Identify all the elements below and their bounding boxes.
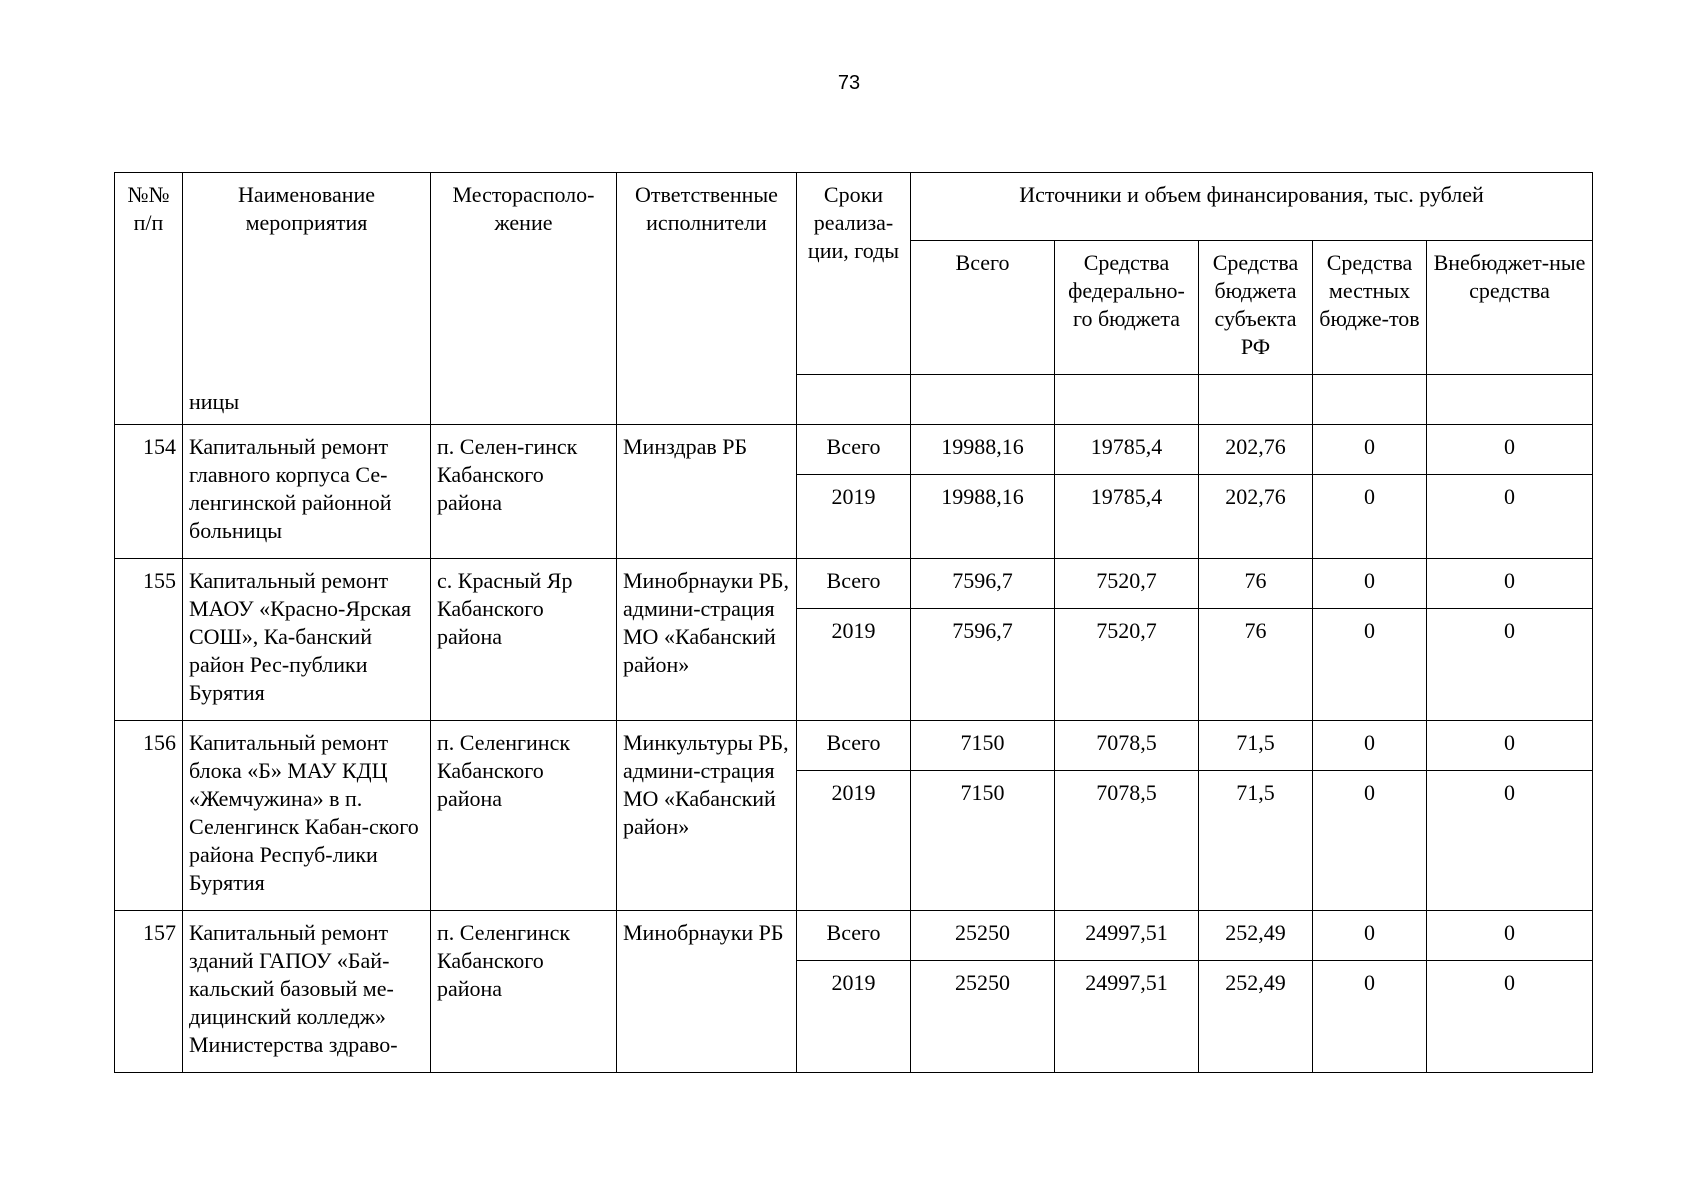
row-local: 0 [1313,911,1427,961]
row-location: с. Красный Яр Кабанского района [431,559,617,721]
row-responsible: Минздрав РБ [617,425,797,559]
row-term: Всего [797,911,911,961]
row-num: 157 [115,911,183,1073]
header-subject: Средства бюджета субъекта РФ [1199,241,1313,375]
row-offbudget: 0 [1427,911,1593,961]
row-num: 156 [115,721,183,911]
row-location: п. Селенгинск Кабанского района [431,721,617,911]
financing-table [114,172,1593,1073]
row-responsible: Минобрнауки РБ, админи-страция МО «Кабанский район» [617,559,797,721]
header-empty-cell [1055,375,1199,425]
row-term: 2019 [797,961,911,1073]
header-carryover-text: ницы [189,389,240,414]
row-term: 2019 [797,609,911,721]
row-federal: 24997,51 [1055,961,1199,1073]
row-subject: 71,5 [1199,771,1313,911]
row-offbudget: 0 [1427,961,1593,1073]
row-local: 0 [1313,721,1427,771]
row-name: Капитальный ремонт блока «Б» МАУ КДЦ «Жемчужина» в п. Селенгинск Кабан-ского района Респуб-лики Бурятия [183,721,431,911]
row-name: Капитальный ремонт зданий ГАПОУ «Бай-кальский базовый ме-дицинский колледж» Министерства здраво- [183,911,431,1073]
row-term: 2019 [797,771,911,911]
header-empty-cell [911,375,1055,425]
header-num: №№ п/п [115,173,183,425]
row-offbudget: 0 [1427,475,1593,559]
row-term: Всего [797,559,911,609]
row-local: 0 [1313,961,1427,1073]
table-row [115,911,1593,961]
page-number: 73 [837,72,861,94]
header-offbudget: Внебюджет-ные средства [1427,241,1593,375]
row-name: Капитальный ремонт главного корпуса Се-ленгинской районной больницы [183,425,431,559]
row-local: 0 [1313,559,1427,609]
row-offbudget: 0 [1427,609,1593,721]
row-total: 7596,7 [911,559,1055,609]
header-local: Средства местных бюдже-тов [1313,241,1427,375]
row-offbudget: 0 [1427,771,1593,911]
table-row [115,721,1593,771]
row-subject: 202,76 [1199,475,1313,559]
row-total: 7150 [911,721,1055,771]
row-subject: 71,5 [1199,721,1313,771]
row-num: 154 [115,425,183,559]
row-term: 2019 [797,475,911,559]
row-federal: 24997,51 [1055,911,1199,961]
row-total: 19988,16 [911,425,1055,475]
header-responsible: Ответственные исполнители [617,173,797,425]
table-body [115,425,1593,1073]
row-total: 19988,16 [911,475,1055,559]
row-offbudget: 0 [1427,559,1593,609]
header-federal: Средства федерально-го бюджета [1055,241,1199,375]
header-name-label: Наименование мероприятия [237,182,376,235]
header-name [183,173,431,425]
row-total: 7150 [911,771,1055,911]
header-sources: Источники и объем финансирования, тыс. рублей [911,173,1593,241]
row-term: Всего [797,721,911,771]
header-empty-cell [1313,375,1427,425]
row-subject: 76 [1199,609,1313,721]
row-location: п. Селенгинск Кабанского района [431,911,617,1073]
row-federal: 19785,4 [1055,425,1199,475]
header-location: Месторасполо-жение [431,173,617,425]
header-empty-cell [1199,375,1313,425]
row-local: 0 [1313,425,1427,475]
table-row [115,425,1593,475]
row-offbudget: 0 [1427,425,1593,475]
row-total: 25250 [911,911,1055,961]
row-local: 0 [1313,609,1427,721]
row-subject: 76 [1199,559,1313,609]
row-subject: 202,76 [1199,425,1313,475]
row-federal: 19785,4 [1055,475,1199,559]
row-location: п. Селен-гинск Кабанского района [431,425,617,559]
row-subject: 252,49 [1199,961,1313,1073]
header-empty-cell [1427,375,1593,425]
header-terms: Сроки реализа-ции, годы [797,173,911,375]
row-term: Всего [797,425,911,475]
row-responsible: Минобрнауки РБ [617,911,797,1073]
row-responsible: Минкультуры РБ, админи-страция МО «Кабанский район» [617,721,797,911]
table-header [115,173,1593,425]
table-row [115,559,1593,609]
row-offbudget: 0 [1427,721,1593,771]
row-federal: 7078,5 [1055,771,1199,911]
row-name: Капитальный ремонт МАОУ «Красно-Ярская СОШ», Ка-банский район Рес-публики Бурятия [183,559,431,721]
row-num: 155 [115,559,183,721]
header-empty-cell [797,375,911,425]
row-subject: 252,49 [1199,911,1313,961]
row-total: 25250 [911,961,1055,1073]
header-total: Всего [911,241,1055,375]
row-federal: 7520,7 [1055,609,1199,721]
row-total: 7596,7 [911,609,1055,721]
row-federal: 7078,5 [1055,721,1199,771]
row-local: 0 [1313,771,1427,911]
row-federal: 7520,7 [1055,559,1199,609]
row-local: 0 [1313,475,1427,559]
